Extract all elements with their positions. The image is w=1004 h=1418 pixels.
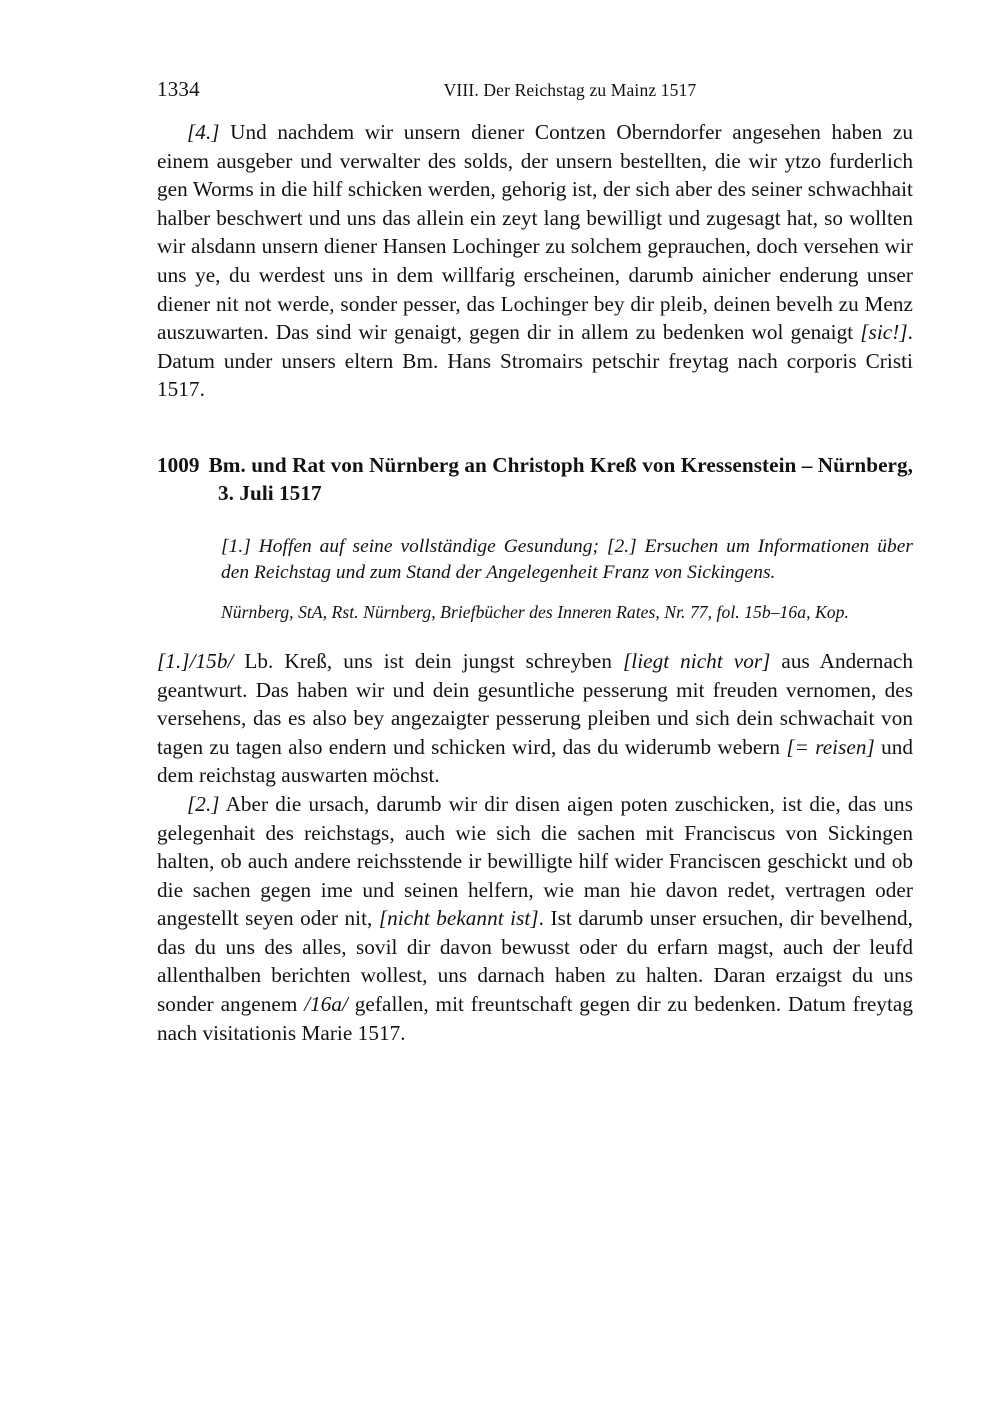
- running-head-title: VIII. Der Reichstag zu Mainz 1517: [443, 80, 697, 100]
- paragraph-4-text-before-sic: Und nachdem wir unsern diener Contzen Oberndorfer angesehen haben zu einem ausgeber und verwalter des solds, der unsern bestellten, die wir ytzo furderlich gen Worms in die hilf schicken werden, gehorig ist, der sich aber des seiner schwachhait halber beschwert und uns das allein ein zeyt lang bewilligt und zugesagt hat, so wollten wir alsdann unsern diener Hansen Lochinger zu solchem geprauchen, doch versehen wir uns ye, du werdest uns in dem willfarig erscheinen, darumb ainicher enderung unser diener nit not werde, sonder pesser, das Lochinger bey dir pleib, deinen bevelh zu Menz auszuwarten. Das sind wir genaigt, gegen dir in allem zu bedenken wol genaigt: [157, 120, 913, 345]
- folio-marker-16a: /16a/: [304, 992, 348, 1017]
- folio-marker-15b: /15b/: [189, 648, 234, 673]
- paragraph-1-text-part-3: und dem reichstag auswarten möchst.: [157, 734, 914, 788]
- paragraph-marker-4: [4.]: [187, 120, 220, 144]
- paragraph-2-text-part-3: gefallen, mit freuntschaft gegen dir zu bedenken. Datum freytag nach visitationis Marie 1517.: [157, 992, 913, 1045]
- paragraph-1: [157, 647, 913, 790]
- editorial-note-nicht-bekannt-ist: [nicht bekannt ist]: [378, 906, 539, 931]
- archival-source: Nürnberg, StA, Rst. Nürnberg, Briefbücher des Inneren Rates, Nr. 77, fol. 15b–16a, Kop.: [221, 602, 849, 623]
- source-spacer: [157, 625, 913, 647]
- heading-spacer-top: [157, 404, 913, 451]
- paragraph-marker-1: [1.]: [157, 648, 190, 673]
- paragraph-2-text-part-1: Aber die ursach, darumb wir dir disen aigen poten zuschicken, ist die, das uns gelegenhait des reichstags, auch wie sich die sachen mit Franciscus von Sickingen halten, ob auch andere reichsstende ir bewilligte hilf wider Franciscen geschickt und ob die sachen gegen ime und seinen helfern, wie man hie davon redet, vertragen oder angestellt seyen oder nit,: [157, 791, 913, 931]
- editorial-note-reisen: [= reisen]: [786, 734, 875, 759]
- document-number: 1009: [157, 452, 200, 477]
- paragraph-1-text-part-1: Lb. Kreß, uns ist dein jungst schreyben: [233, 648, 623, 673]
- text-block: [157, 118, 913, 1047]
- regest-spacer: [157, 586, 913, 600]
- paragraph-marker-2: [2.]: [187, 791, 220, 816]
- editorial-note-liegt-nicht-vor: [liegt nicht vor]: [622, 648, 771, 673]
- heading-spacer-bottom: [157, 508, 913, 534]
- page-number: 1334: [157, 77, 200, 101]
- document-heading: [157, 451, 913, 508]
- paragraph-2-text-part-2: . Ist darumb unser ersuchen, dir bevelhend, das du uns des alles, sovil dir davon bewusst oder du erfarn magst, auch der leufd allenthalben berichten wollest, uns darnach haben zu halten. Daran erzaigst du uns sonder angenem: [157, 906, 913, 1017]
- sic-marker: [sic!]: [860, 320, 908, 345]
- paragraph-4-text-after-sic: . Datum under unsers eltern Bm. Hans Stromairs petschir freytag nach corporis Cristi 1517.: [157, 320, 913, 402]
- running-head: [157, 76, 913, 102]
- document-title: Bm. und Rat von Nürnberg an Christoph Kreß von Kressenstein – Nürnberg, 3. Juli 1517: [208, 452, 913, 506]
- paragraph-2: [157, 790, 913, 1047]
- paragraph-1-text-part-2: aus Andernach geantwurt. Das haben wir und dein gesuntliche pesserung mit freuden vernomen, des versehens, das es also bey angezaigter pesserung pleiben und sich dein schwachait von tagen zu tagen also endern und schicken wird, das du widerumb webern: [157, 648, 914, 759]
- paragraph-4-continued: [157, 118, 913, 404]
- regest-summary: [1.] Hoffen auf seine vollständige Gesundung; [2.] Ersuchen um Informationen über den Reichstag und zum Stand der Angelegenheit Franz von Sickingens.: [221, 535, 913, 584]
